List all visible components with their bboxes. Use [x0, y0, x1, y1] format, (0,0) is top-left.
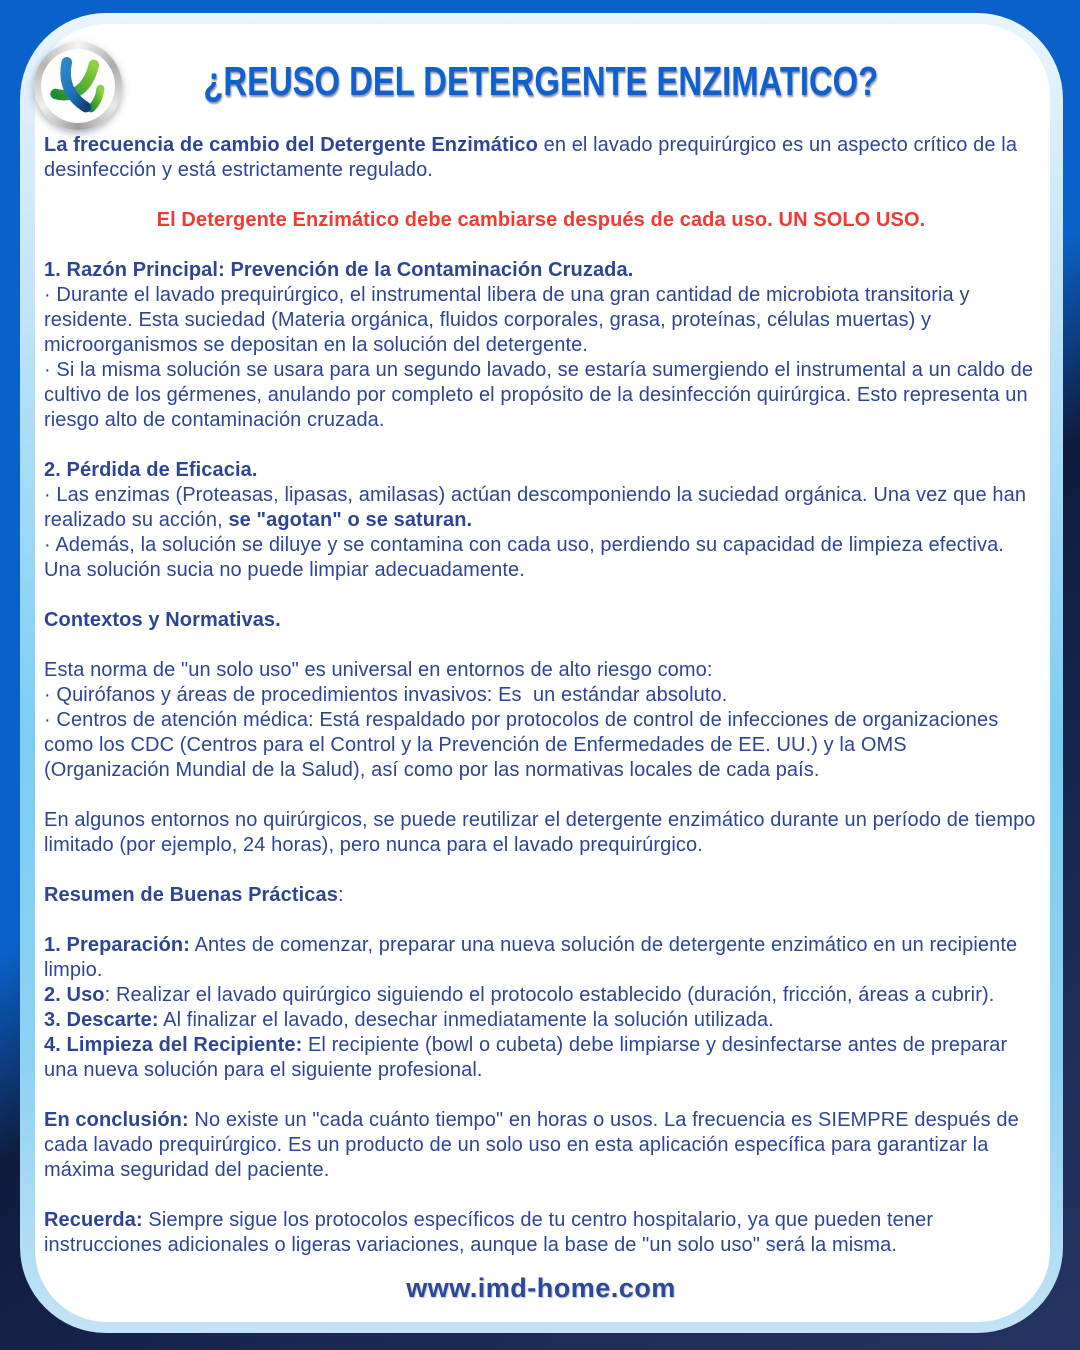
section-1-bullet-1: · Durante el lavado prequirúrgico, el instrumental libera de una gran cantidad de microbiota transitoria y residente. Esta suciedad (Materia orgánica, fluidos corporales, grasa, proteínas, células muertas) y microorganismos se depositan en la solución del detergente. — [44, 284, 976, 356]
section-1-bullet-2: · Si la misma solución se usara para un segundo lavado, se estaría sumergiendo el instrumental a un caldo de cultivo de los gérmenes, anulando por completo el propósito de la desinfección quirúrgica. Esto representa un riesgo alto de contaminación cruzada. — [44, 359, 1039, 431]
practice-item-4: 4. Limpieza del Recipiente: El recipiente (bowl o cubeta) debe limpiarse y desinfectarse antes de preparar una nueva solución para el siguiente profesional. — [44, 1034, 1013, 1081]
best-practices-heading: Resumen de Buenas Prácticas: — [44, 884, 344, 906]
card-content — [44, 0, 1042, 1303]
practice-item-1: 1. Preparación: Antes de comenzar, preparar una nueva solución de detergente enzimático en un recipiente limpio. — [44, 934, 1023, 981]
reminder-paragraph: Recuerda: Siempre sigue los protocolos específicos de tu centro hospitalario, ya que pueden tener instrucciones adicionales o ligeras variaciones, aunque la base de "un solo uso" será la misma. — [44, 1209, 939, 1256]
page-title: ¿REUSO DEL DETERGENTE ENZIMATICO? — [203, 58, 879, 104]
intro-paragraph: La frecuencia de cambio del Detergente Enzimático en el lavado prequirúrgico es un aspecto crítico de la desinfección y está estrictamente regulado. — [44, 134, 1023, 181]
content-blocks — [44, 133, 1042, 1258]
conclusion-paragraph: En conclusión: No existe un "cada cuánto tiempo" en horas o usos. La frecuencia es SIEMPRE después de cada lavado prequirúrgico. Es un producto de un solo uso en esta aplicación específica para garantizar la máxima seguridad del paciente. — [44, 1109, 1025, 1181]
section-2-bullet-2: · Además, la solución se diluye y se contamina con cada uso, perdiendo su capacidad de limpieza efectiva. Una solución sucia no puede limpiar adecuadamente. — [44, 534, 1010, 581]
section-2-bullet-1: · Las enzimas (Proteasas, lipasas, amilasas) actúan descomponiendo la suciedad orgánica. Una vez que han realizado su acción, se "agotan" o se saturan. — [44, 484, 1032, 531]
non-surgical-paragraph: En algunos entornos no quirúrgicos, se puede reutilizar el detergente enzimático durante un período de tiempo limitado (por ejemplo, 24 horas), pero nunca para el lavado prequirúrgico. — [44, 809, 1042, 856]
section-2-heading: 2. Pérdida de Eficacia. — [44, 459, 258, 481]
practice-item-2: 2. Uso: Realizar el lavado quirúrgico siguiendo el protocolo establecido (duración, fricción, áreas a cubrir). — [44, 984, 995, 1006]
contexts-bullet-1: · Quirófanos y áreas de procedimientos invasivos: Es un estándar absoluto. — [44, 684, 728, 706]
contexts-intro: Esta norma de "un solo uso" es universal en entornos de alto riesgo como: — [44, 659, 713, 681]
practice-item-3: 3. Descarte: Al finalizar el lavado, desechar inmediatamente la solución utilizada. — [44, 1009, 774, 1031]
contexts-heading: Contextos y Normativas. — [44, 609, 281, 631]
alert-single-use: El Detergente Enzimático debe cambiarse después de cada uso. UN SOLO USO. — [156, 209, 926, 231]
website-url: www.imd-home.com — [406, 1273, 676, 1303]
contexts-bullet-2: · Centros de atención médica: Está respaldado por protocolos de control de infecciones de organizaciones como los CDC (Centros para el Control y la Prevención de Enfermedades de EE. UU.) y la OMS (Organización Mundial de la Salud), así como por las normativas locales de cada país. — [44, 709, 1004, 781]
section-1-heading: 1. Razón Principal: Prevención de la Contaminación Cruzada. — [44, 259, 634, 281]
